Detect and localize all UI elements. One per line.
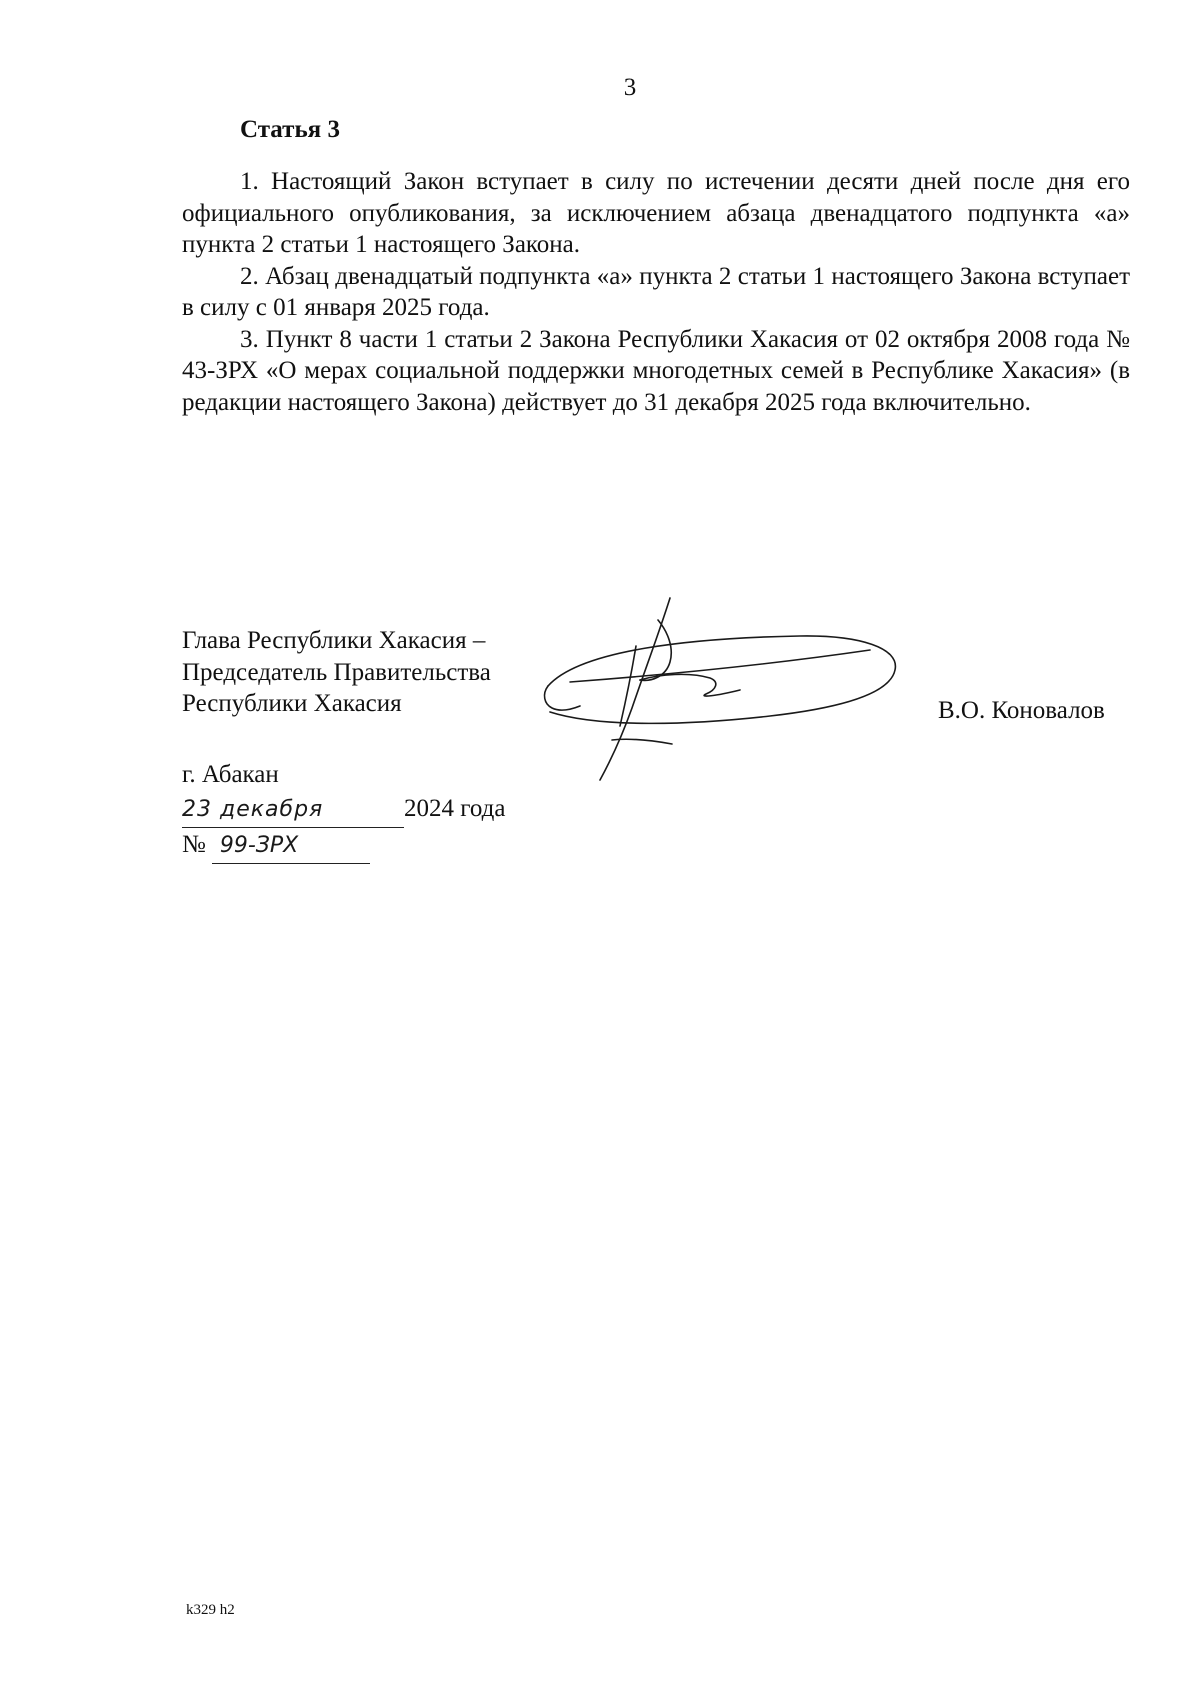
- number-line: [182, 828, 505, 864]
- article-body: [182, 166, 1130, 418]
- page-number: 3: [623, 74, 637, 101]
- date-line: [182, 792, 505, 828]
- footer-code: k329 h2: [186, 1602, 235, 1618]
- date-suffix: 2024 года: [404, 795, 506, 822]
- paragraph-1: 1. Настоящий Закон вступает в силу по истечении десяти дней после дня его официального опубликования, за исключением абзаца двенадцатого подпункта «а» пункта 2 статьи 1 настоящего Закона.: [182, 168, 1130, 258]
- signer-position-line: Председатель Правительства: [182, 658, 491, 686]
- signer-name: В.О. Коновалов: [938, 697, 1105, 724]
- place-date-block: [182, 758, 505, 864]
- signer-position: [182, 625, 491, 720]
- city: г. Абакан: [182, 761, 279, 788]
- article-title: Статья 3: [240, 116, 340, 143]
- paragraph-2: 2. Абзац двенадцатый подпункта «а» пункта 2 статьи 1 настоящего Закона вступает в силу с 01 января 2025 года.: [182, 262, 1130, 321]
- signer-position-line: Республики Хакасия: [182, 690, 402, 717]
- number-prefix: №: [182, 831, 206, 858]
- signature-icon: [540, 590, 910, 790]
- handwritten-date: 23 декабря: [182, 793, 404, 828]
- paragraph-3: 3. Пункт 8 части 1 статьи 2 Закона Республики Хакасия от 02 октября 2008 года № 43-ЗРХ «О мерах социальной поддержки многодетных семей в Республике Хакасия» (в редакции настоящего Закона) действует до 31 декабря 2025 года включительно.: [182, 325, 1130, 416]
- handwritten-number: 99-ЗРХ: [212, 829, 370, 864]
- signer-position-line: Глава Республики Хакасия –: [182, 627, 486, 654]
